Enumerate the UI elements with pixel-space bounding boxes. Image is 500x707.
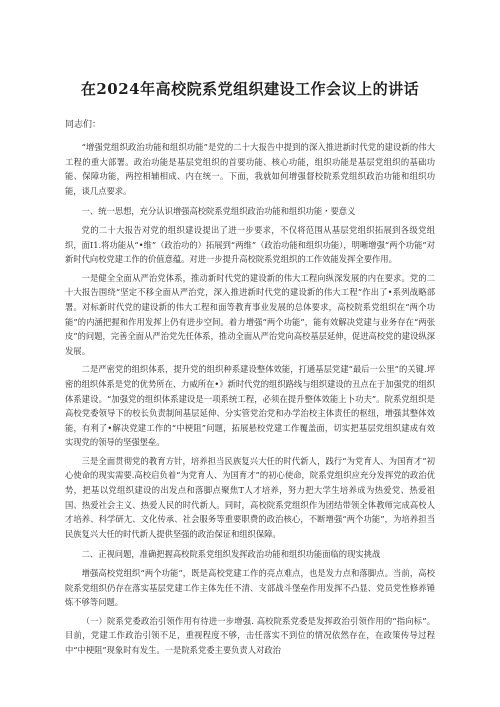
section-heading-2: 二、正视问题，准确把握高校院系党组织发挥政治功能和组织功能面临的现实挑战 bbox=[81, 549, 381, 560]
paragraph-5: 增强高校党组织“两个功能”，既是高校党建工作的亮点难点，也是发力点和落脚点。当前，高校院系党组织仍存在落实基层党建工作主体先任不清、支部战斗堡垒作用发挥不凸显、党员党性修养锤炼不够等问题。 bbox=[65, 568, 435, 608]
document-title: 在2024年高校院系党组织建设工作会议上的讲话 bbox=[80, 80, 420, 98]
paragraph-2: 一是健全全面从严治党体系，推动新时代党的建设新的伟大工程向纵深发展的内在要求。党的二十大报告围绕“坚定不移全面从严治党，深入推进新时代党的建设新的伟大工程”作出了•系列战略部署。对标新时代党的建设新的伟大工程和面等教育事业发展的总体要求，高校院系党组织在“两个功能”的内涵把握和作用发挥上仍有进步空间。着力增强“两个功能”，能有效解决党建与业务存在“两张皮”的问题，完善全面从严治党先任体系，推动全面从严治党向高校基层延伸，促进高校党的建设纵深发展。 bbox=[65, 272, 435, 356]
paragraph-intro: “增强党组织政治功能和组织功能”是党的二十大报告中提到的深入推进新时代党的建设新的伟大工程的重大部署。政治功能是基层党组织的首要功能、核心功能，组织功能是基层党组织的基础功能、保障功能，两控相辅相成、内在统一。下面，我就如何增强督校院系党组织政治功能和组织功能，谈几点要求。 bbox=[65, 142, 435, 196]
section-heading-1: 一、统一思想，充分认识增强高校院系党组织政治功能和组织功能・要意义 bbox=[81, 206, 356, 217]
paragraph-6: （一）院系党委政治引领作用有待进一步增强. 高校院系党委是发挥政治引领作用的“指向标”。目前，党建工作政治引领不足，重视程度不够，击任落实不到位的情况依然存在，在政策传导过程中“中梗阻”现象时有发生。一是院系党委主要负责人对政治 bbox=[65, 615, 435, 655]
paragraph-3: 二是严密党的组织体系，提升党的组织种系建设整体效能，打通基层党建“最后一公里”的关键.坪密的组织体系是党的优势所在、力威所在•》新时代党的组织路线与组织建设的丑点在于加强党的组织体系建设。“加强党的组织体系建设是一项系统工程，必须在提升整体效能上卜功夫”。院系党组织是高校党委领导下的校长负责制间基层延伸、分实管党治党和办学治校主体责任的枢纽，增强其整体效能，有利了•解决党建工作的“中梗阻”问题，拓展悬校党建工作覆盖面，切实把基层党组织建成有效实现党的领导的坚强堡垒。 bbox=[65, 364, 435, 448]
greeting: 同志们： bbox=[65, 120, 102, 130]
paragraph-4: 三是全面贯彻党的教育方针，培养担当民族复兴大任的时代新人，践行“为党育人、为国育才”初心使命的现实需要.高校启负着“为党育人、为国育才”的初心使命，院系党组织应充分发挥党的政治优势，把基以党组织建设的出发点和落脚点聚焦T人才培养，努力把大学生培养成为热爱党、热爱祖国、热爱社会主义、热爱人民的时代新人。同时，高校院系党组织作为团结带领全体教师完成高校人才培养、科学研尢、文化传承、社会服务等重要职费的政治核心，不断增强“两个功能”，为培养担当民族复兴大任的时代新人提供坚强的政治保证和组织保障。 bbox=[65, 455, 435, 539]
paragraph-1: 党的二十大报告对党的组织建设提出了进一步要求，不仅将范围从基层党组织拓展到各级党组织，面I1.将功能从“•维”（政治功的）拓展到“两维”（政治功能和组织功能），明晰增强“两个功能”对新时代向校党建工作的价值意蕴。对进一步提升高校院系党组织的工作效能发挥全要作用。 bbox=[65, 224, 435, 265]
